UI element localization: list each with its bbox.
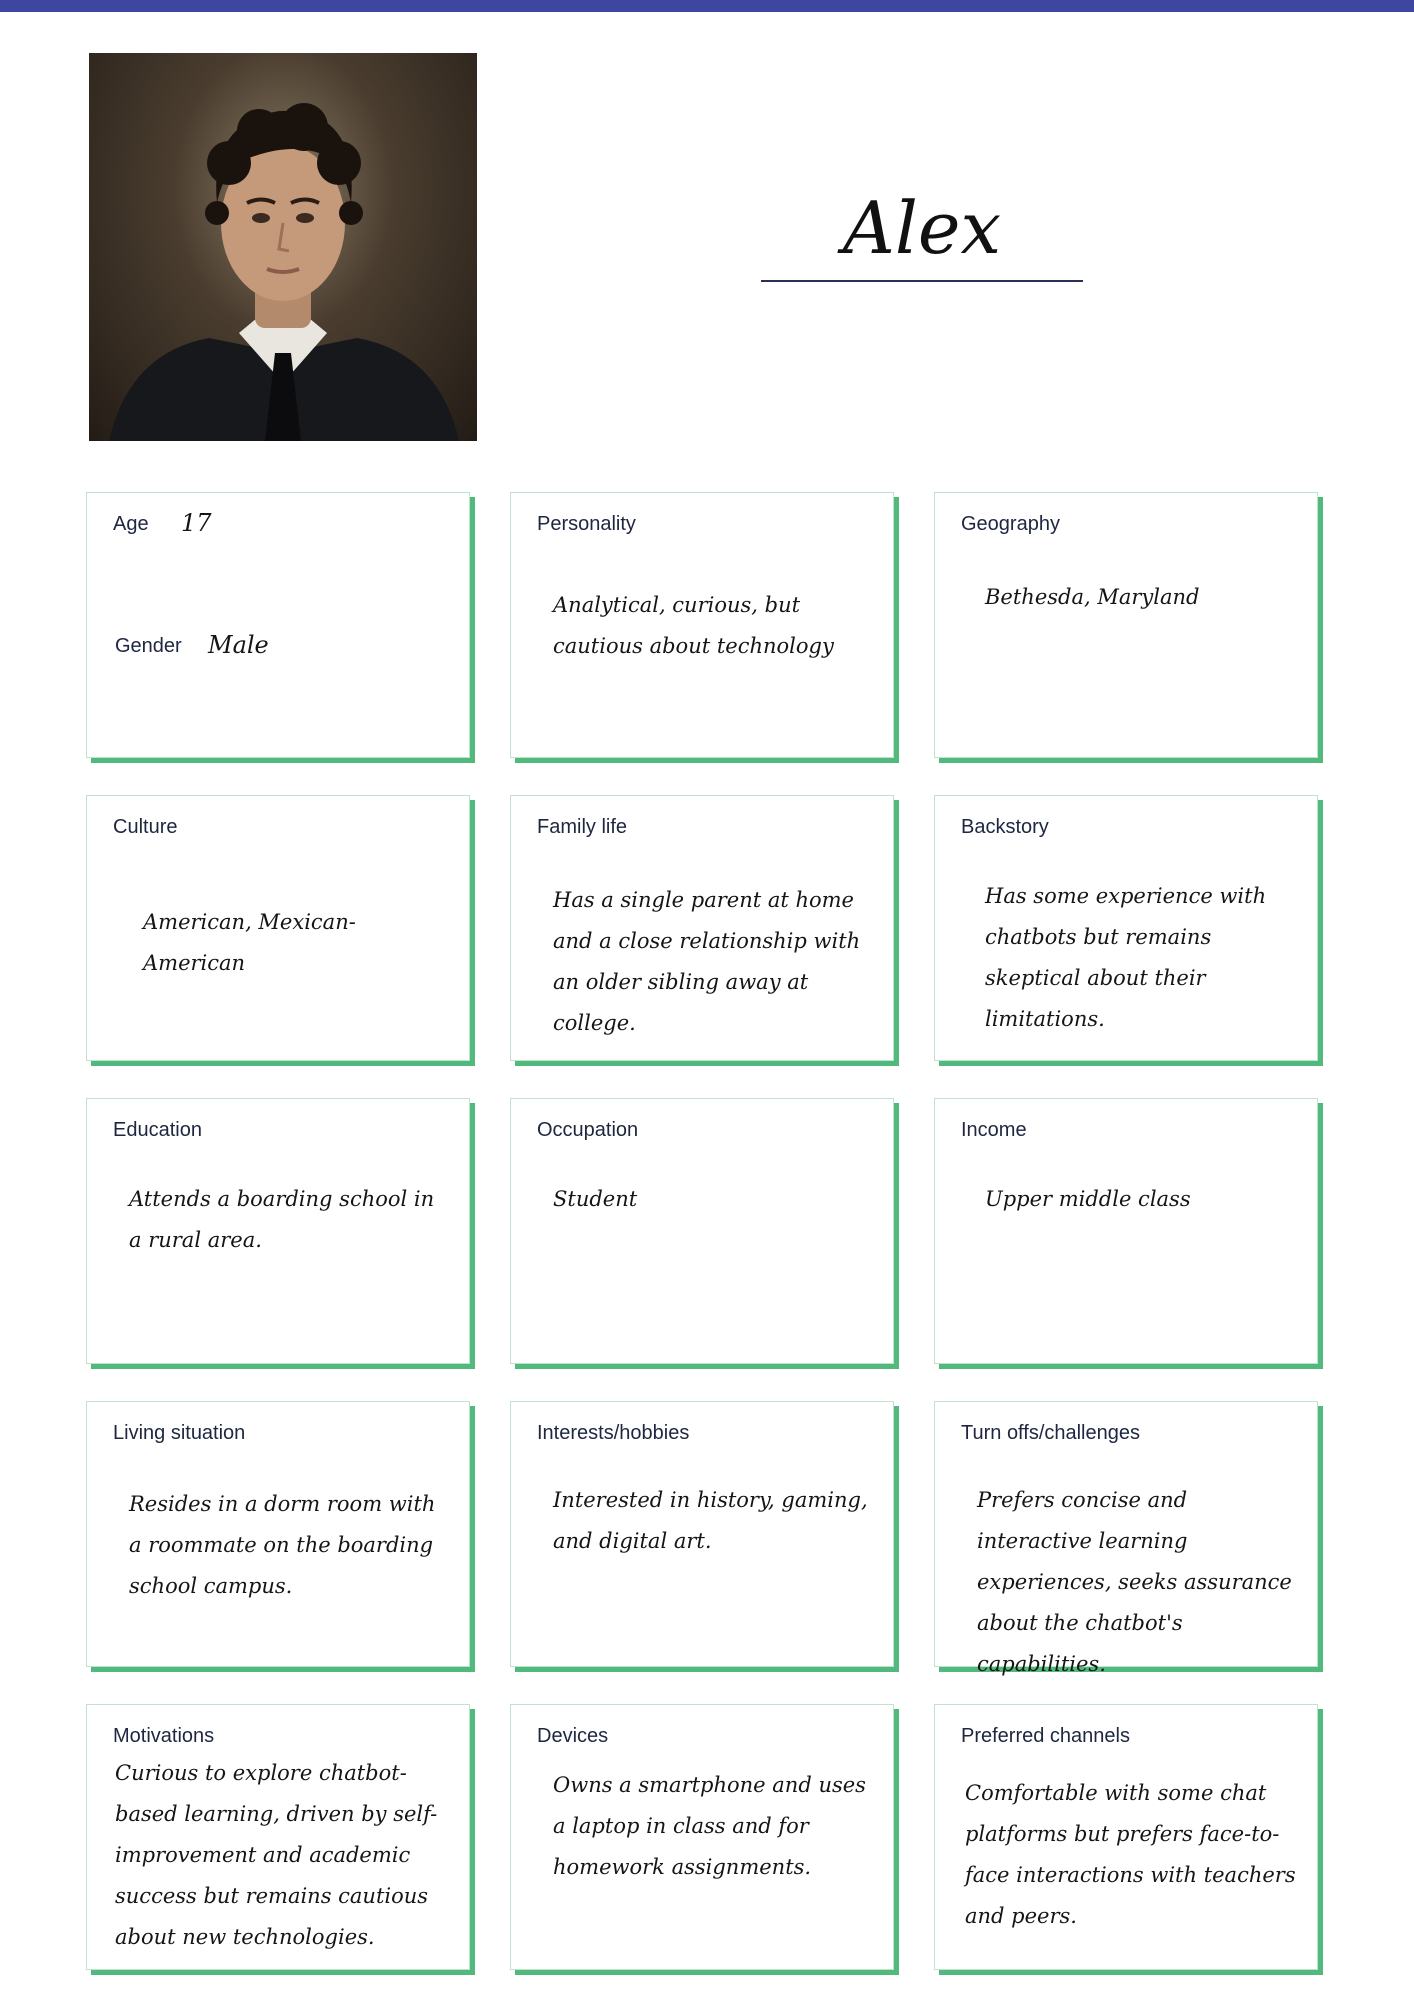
gender-label: Gender xyxy=(115,635,182,657)
card-age-gender xyxy=(86,492,470,758)
card-devices xyxy=(510,1704,894,1970)
geography-value: Bethesda, Maryland xyxy=(985,585,1200,609)
preferred-channels-value: Comfortable with some chat platforms but prefers face-to-face interactions with teachers and peers. xyxy=(965,1781,1296,1928)
income-value: Upper middle class xyxy=(985,1187,1191,1211)
personality-label: Personality xyxy=(537,513,636,535)
geography-label: Geography xyxy=(961,513,1060,535)
card-interests xyxy=(510,1401,894,1667)
family-life-label: Family life xyxy=(537,816,628,838)
card-living-situation xyxy=(86,1401,470,1667)
top-accent-bar xyxy=(0,0,1414,12)
culture-label: Culture xyxy=(113,816,178,838)
gender-value: Male xyxy=(208,631,269,659)
card-backstory xyxy=(934,795,1318,1061)
turn-offs-value: Prefers concise and interactive learning experiences, seeks assurance about the chatbot's capabilities. xyxy=(977,1488,1292,1676)
occupation-label: Occupation xyxy=(537,1119,639,1141)
living-situation-value: Resides in a dorm room with a roommate on the boarding school campus. xyxy=(129,1492,436,1598)
backstory-value: Has some experience with chatbots but remains skeptical about their limitations. xyxy=(985,884,1267,1031)
persona-name: Alex xyxy=(842,186,1002,270)
preferred-channels-label: Preferred channels xyxy=(961,1725,1130,1747)
card-education xyxy=(86,1098,470,1364)
card-culture xyxy=(86,795,470,1061)
living-situation-label: Living situation xyxy=(113,1422,246,1444)
personality-value: Analytical, curious, but cautious about technology xyxy=(553,593,834,658)
occupation-value: Student xyxy=(553,1187,638,1211)
card-motivations xyxy=(86,1704,470,1970)
devices-label: Devices xyxy=(537,1725,609,1747)
card-preferred-channels xyxy=(934,1704,1318,1970)
family-life-value: Has a single parent at home and a close relationship with an older sibling away at college. xyxy=(553,888,861,1035)
motivations-value: Curious to explore chatbot-based learning, driven by self-improvement and academic success but remains cautious about new technologies. xyxy=(115,1761,438,1949)
education-value: Attends a boarding school in a rural area. xyxy=(129,1187,435,1252)
card-family-life xyxy=(510,795,894,1061)
income-label: Income xyxy=(961,1119,1027,1141)
age-label: Age xyxy=(113,513,149,535)
card-income xyxy=(934,1098,1318,1364)
culture-value: American, Mexican-American xyxy=(143,910,356,975)
card-turn-offs xyxy=(934,1401,1318,1676)
backstory-label: Backstory xyxy=(961,816,1049,838)
devices-value: Owns a smartphone and uses a laptop in class and for homework assignments. xyxy=(553,1773,866,1879)
card-geography xyxy=(934,492,1318,758)
education-label: Education xyxy=(113,1119,202,1141)
motivations-label: Motivations xyxy=(113,1725,215,1747)
age-value: 17 xyxy=(181,509,212,537)
card-occupation xyxy=(510,1098,894,1364)
card-personality xyxy=(510,492,894,758)
name-underline xyxy=(761,280,1083,282)
portrait-photo xyxy=(89,53,477,441)
turn-offs-label: Turn offs/challenges xyxy=(961,1422,1140,1444)
interests-label: Interests/hobbies xyxy=(537,1422,690,1444)
interests-value: Interested in history, gaming, and digital art. xyxy=(553,1488,868,1553)
